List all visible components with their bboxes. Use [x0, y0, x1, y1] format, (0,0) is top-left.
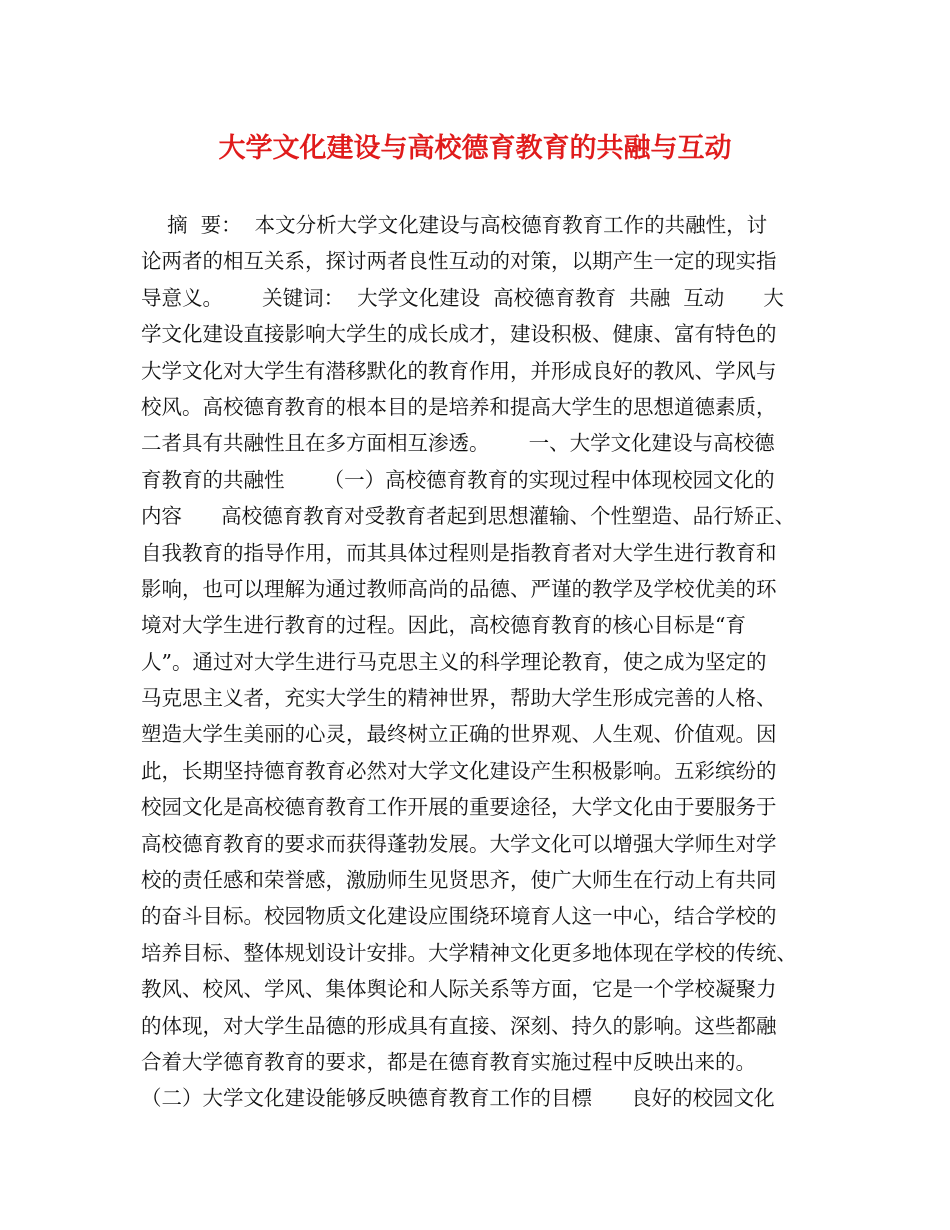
body-line: 高校德育教育的要求而获得蓬勃发展。大学文化可以增强大学师生对学 [141, 831, 777, 856]
body-line: 影响，也可以理解为通过教师高尚的品德、严谨的教学及学校优美的环 [141, 576, 777, 601]
body-line: （二）大学文化建设能够反映德育教育工作的目標 良好的校园文化 [141, 1086, 775, 1111]
body-line: 此，长期坚持德育教育必然对大学文化建设产生积极影响。五彩缤纷的 [141, 758, 777, 783]
body-line: 大学文化对大学生有潜移默化的教育作用，并形成良好的教风、学风与 [141, 358, 777, 383]
body-line: 自我教育的指导作用，而其具体过程则是指教育者对大学生进行教育和 [141, 540, 777, 565]
body-line: 马克思主义者，充实大学生的精神世界，帮助大学生形成完善的人格、 [141, 686, 777, 711]
body-line: 人”。通过对大学生进行马克思主义的科学理论教育，使之成为坚定的 [141, 649, 767, 674]
body-line: 培养目标、整体规划设计安排。大学精神文化更多地体现在学校的传统、 [141, 940, 797, 965]
body-line: 内容 高校德育教育对受教育者起到思想灌输、个性塑造、品行矫正、 [141, 504, 796, 529]
document-body [141, 207, 826, 1117]
body-line: 育教育的共融性 （一）高校德育教育的实现过程中体现校园文化的 [141, 467, 775, 492]
document-title: 大学文化建设与高校德育教育的共融与互动 [218, 133, 732, 164]
body-line: 导意义。 关键词： 大学文化建设 高校德育教育 共融 互动 大 [141, 285, 784, 310]
body-line: 境对大学生进行教育的过程。因此，高校德育教育的核心目标是“育 [141, 613, 746, 638]
body-line: 论两者的相互关系，探讨两者良性互动的对策，以期产生一定的现实指 [141, 249, 777, 274]
body-line: 校园文化是高校德育教育工作开展的重要途径，大学文化由于要服务于 [141, 795, 777, 820]
body-line: 的体现，对大学生品德的形成具有直接、深刻、持久的影响。这些都融 [141, 1013, 777, 1038]
body-line: 校的责任感和荣誉感，激励师生见贤思齐，使广大师生在行动上有共同 [141, 868, 777, 893]
body-line: 二者具有共融性且在多方面相互渗透。 一、大学文化建设与高校德 [141, 431, 775, 456]
body-line: 教风、校风、学风、集体舆论和人际关系等方面，它是一个学校凝聚力 [141, 977, 777, 1002]
body-line: 的奋斗目标。校园物质文化建设应围绕环境育人这一中心，结合学校的 [141, 904, 777, 929]
body-line: 学文化建设直接影响大学生的成长成才，建设积极、健康、富有特色的 [141, 322, 777, 347]
body-line: 塑造大学生美丽的心灵，最终树立正确的世界观、人生观、价值观。因 [141, 722, 777, 747]
body-line: 摘 要： 本文分析大学文化建设与高校德育教育工作的共融性，讨 [141, 213, 768, 237]
body-line: 校风。高校德育教育的根本目的是培养和提高大学生的思想道德素质， [141, 394, 777, 419]
body-line: 合着大学德育教育的要求，都是在德育教育实施过程中反映出来的。 [141, 1049, 756, 1074]
